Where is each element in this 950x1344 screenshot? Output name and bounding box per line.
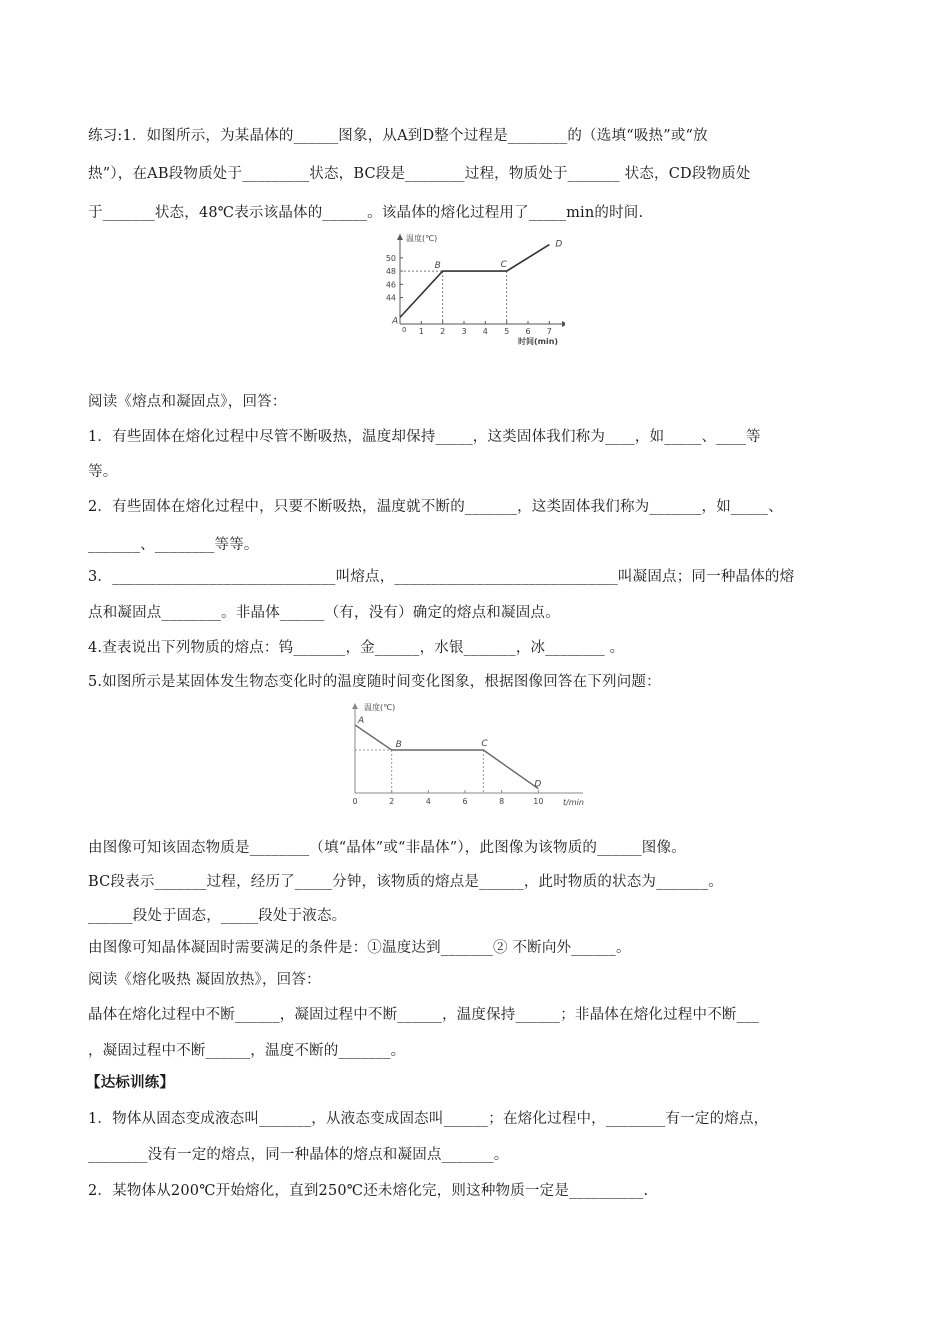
point-label: B	[434, 261, 441, 272]
point-label: B	[395, 740, 402, 750]
text-line-10: 点和凝固点________。非晶体______（有，没有）确定的熔点和凝固点。	[88, 605, 560, 621]
x-tick-label: 8	[499, 797, 505, 806]
x-tick-label: 0	[352, 797, 358, 806]
point-label: D	[555, 239, 563, 250]
point-label: C	[481, 739, 488, 749]
text-line-2: 热”），在AB段物质处于_________状态，BC段是________过程，物质处于_______ 状态，CD段物质处	[88, 166, 751, 182]
x-tick-label: 2	[389, 797, 395, 806]
y-tick-label: 46	[385, 280, 396, 290]
y-axis-arrow	[352, 703, 358, 709]
text-line-14: BC段表示_______过程，经历了_____分钟，该物质的熔点是______，此时物质的状态为_______。	[88, 874, 723, 890]
x-tick-label: 3	[461, 327, 467, 336]
temperature-curve	[400, 245, 549, 318]
text-line-1: 练习:1．如图所示，为某晶体的______图象，从A到D整个过程是________的（选填“吸热”或“放	[88, 128, 708, 144]
x-axis-arrow	[562, 321, 565, 327]
section-heading: 【达标训练】	[86, 1074, 175, 1091]
point-label: C	[500, 260, 507, 271]
x-tick-label: 4	[482, 327, 488, 336]
text-line-8: _______、________等等。	[88, 537, 259, 553]
y-tick-label: 44	[385, 293, 396, 303]
text-line-13: 由图像可知该固态物质是________（填“晶体”或“非晶体”），此图像为该物质的______图像。	[88, 840, 686, 856]
text-line-6: 等。	[88, 464, 118, 480]
text-line-19: ，凝固过程中不断______，温度不断的_______。	[88, 1043, 406, 1059]
text-line-17: 阅读《熔化吸热 凝固放热》，回答：	[88, 972, 321, 988]
temperature-curve	[355, 725, 538, 789]
melting-curve-chart	[360, 228, 565, 353]
text-line-15: ______段处于固态，_____段处于液态。	[88, 908, 347, 924]
text-line-16: 由图像可知晶体凝固时需要满足的条件是：①温度达到_______② 不断向外______。	[88, 940, 631, 956]
point-label: A	[358, 715, 365, 726]
text-line-9: 3．______________________________叫熔点，______________________________叫凝固点；同一种晶体的熔	[88, 569, 795, 585]
text-line-7: 2．有些固体在熔化过程中，只要不断吸热，温度就不断的_______，这类固体我们称为_______，如_____、	[88, 499, 783, 515]
x-tick-label: 2	[440, 327, 446, 336]
text-line-21: 1．物体从固态变成液态叫_______，从液态变成固态叫______；在熔化过程中，________有一定的熔点，	[88, 1111, 769, 1127]
y-axis-label: 温度(℃)	[406, 234, 438, 243]
x-tick-label: 6	[462, 797, 468, 806]
text-line-18: 晶体在熔化过程中不断______，凝固过程中不断______，温度保持______；非晶体在熔化过程中不断___	[88, 1007, 759, 1023]
text-line-11: 4.查表说出下列物质的熔点：钨_______，金______，水银_______，冰________ 。	[88, 640, 625, 656]
origin-label: 0	[402, 326, 407, 334]
x-tick-label: 4	[425, 797, 431, 806]
x-axis-label: t/min	[563, 798, 584, 807]
text-line-12: 5.如图所示是某固体发生物态变化时的温度随时间变化图象，根据图像回答在下列问题：	[88, 674, 661, 690]
y-tick-label: 48	[385, 267, 396, 277]
text-line-5: 1．有些固体在熔化过程中尽管不断吸热，温度却保持_____，这类固体我们称为____，如_____、____等	[88, 429, 761, 445]
x-tick-label: 10	[533, 797, 544, 806]
x-tick-label: 1	[418, 327, 424, 336]
text-line-22: ________没有一定的熔点，同一种晶体的熔点和凝固点_______。	[88, 1147, 509, 1163]
solidification-curve-chart	[340, 700, 595, 815]
melting-curve-figure	[360, 228, 565, 353]
text-line-4: 阅读《熔点和凝固点》，回答：	[88, 394, 287, 410]
x-tick-label: 6	[525, 327, 531, 336]
solidification-curve-figure	[340, 700, 595, 815]
text-line-3: 于_______状态，48℃表示该晶体的______。该晶体的熔化过程用了_____min的时间.	[88, 205, 644, 221]
y-axis-label: 温度(℃)	[364, 703, 396, 712]
x-axis-label: 时间(min)	[518, 337, 559, 346]
x-tick-label: 7	[546, 327, 552, 336]
x-tick-label: 5	[504, 327, 510, 336]
point-label: A	[392, 316, 399, 327]
point-label: D	[534, 779, 542, 790]
y-axis-arrow	[397, 234, 403, 240]
text-line-23: 2．某物体从200℃开始熔化，直到250℃还未熔化完，则这种物质一定是__________.	[88, 1183, 649, 1199]
y-tick-label: 50	[385, 253, 396, 263]
